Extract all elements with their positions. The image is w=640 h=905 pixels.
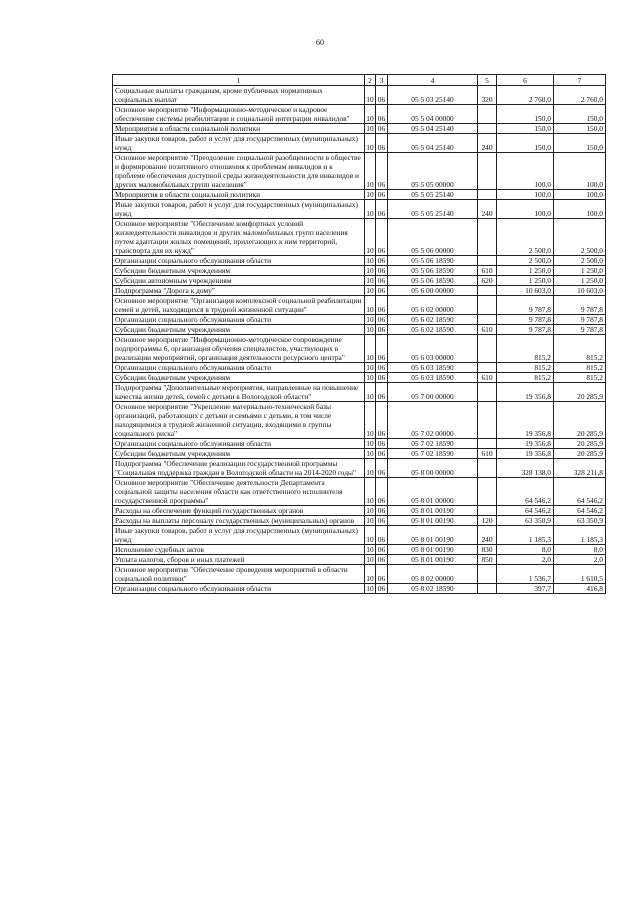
- expense-type-cell: 850: [478, 555, 497, 565]
- subsection-code-cell: 06: [376, 459, 388, 478]
- table-row: [113, 555, 606, 565]
- amount-year2-cell: 150,0: [554, 124, 606, 134]
- section-code-cell: 10: [365, 565, 376, 584]
- section-code-cell: 10: [366, 190, 374, 199]
- row-name-cell: Организации социального обслуживания области: [113, 315, 365, 325]
- expense-type-cell: [478, 565, 497, 584]
- target-article-cell: 05 5 04 25140: [388, 124, 478, 134]
- amount-year1-cell: 328 138,0: [497, 459, 554, 478]
- expense-type-cell: [478, 315, 497, 325]
- row-name-cell: Исполнение судебных актов: [113, 545, 365, 555]
- amount-year1-cell: 19 356,8: [497, 383, 554, 402]
- amount-year2-cell: 416,8: [554, 584, 606, 594]
- expense-type-cell: 610: [478, 373, 497, 383]
- table-row: [113, 402, 606, 439]
- subsection-code-cell: 06: [376, 266, 388, 276]
- amount-year1-cell: 9 787,8: [497, 325, 554, 335]
- row-name-cell: Основное мероприятие "Укрепление материально-технической базы организаций, работающих с детьми и семьями с детьми, в том числе находящимися в трудной жизненной ситуации, входящими в группы социального риска": [113, 402, 365, 439]
- amount-year2-cell: 20 285,9: [554, 402, 606, 439]
- header-cell: 7: [554, 75, 606, 86]
- row-name-cell: Основное мероприятие "Обеспечение комфортных условий жизнедеятельности инвалидов и других маломобильных групп населения путем адаптации жилых помещений, прилегающих к ним территорий, транспорта для их нужд": [113, 219, 365, 256]
- amount-year1-cell: 10 603,0: [497, 286, 554, 296]
- row-name-cell: Основное мероприятие "Информационно-методическое сопровождение подпрограммы 6, организация обучения специалистов, участвующих в реализации мероприятий, организация деятельности ресурсного центра": [113, 335, 365, 363]
- amount-year1-cell: 1 250,0: [497, 276, 554, 286]
- expense-type-cell: 620: [478, 276, 497, 286]
- subsection-code-cell: 06: [376, 402, 388, 439]
- target-article-cell: 05 8 01 00190: [388, 555, 478, 565]
- expense-type-cell: [478, 124, 497, 134]
- expense-type-cell: [478, 478, 497, 506]
- amount-year2-cell: 328 211,8: [554, 459, 606, 478]
- amount-year1-cell: 1 536,7: [497, 565, 554, 584]
- section-code-cell: 10: [366, 373, 374, 382]
- table-header-row: [113, 75, 606, 86]
- subsection-code-cell: 06: [376, 276, 388, 286]
- section-code-cell: 10: [366, 286, 374, 295]
- header-cell: 2: [365, 75, 376, 86]
- target-article-cell: 05 5 04 25140: [388, 134, 478, 153]
- target-article-cell: 05 8 02 00000: [388, 565, 478, 584]
- section-code-cell: 10: [366, 506, 374, 515]
- amount-year1-cell: 397,7: [497, 584, 554, 594]
- expense-type-cell: 320: [478, 86, 497, 105]
- target-article-cell: 05 6 00 00000: [388, 286, 478, 296]
- expense-type-cell: 610: [478, 325, 497, 335]
- row-name-cell: Иные закупки товаров, работ и услуг для государственных (муниципальных) нужд: [113, 200, 365, 219]
- section-code-cell: 10: [366, 266, 374, 275]
- subsection-code-cell: 06: [376, 565, 388, 584]
- row-name-cell: Субсидии бюджетным учреждениям: [113, 325, 365, 335]
- amount-year2-cell: 1 610,5: [554, 565, 606, 584]
- amount-year1-cell: 100,0: [497, 153, 554, 190]
- amount-year2-cell: 64 546,2: [554, 506, 606, 516]
- section-code-cell: 10: [366, 124, 374, 133]
- expense-type-cell: [478, 335, 497, 363]
- subsection-code-cell: 06: [376, 105, 388, 124]
- subsection-code-cell: 06: [376, 296, 388, 315]
- amount-year2-cell: 9 787,8: [554, 296, 606, 315]
- row-name-cell: Субсидии бюджетным учреждениям: [113, 373, 365, 383]
- amount-year1-cell: 9 787,8: [497, 296, 554, 315]
- target-article-cell: 05 7 02 18590: [388, 439, 478, 449]
- section-code-cell: 10: [365, 383, 376, 402]
- expense-type-cell: [478, 402, 497, 439]
- target-article-cell: 05 8 01 00190: [388, 526, 478, 545]
- amount-year1-cell: 1 185,3: [497, 526, 554, 545]
- expense-type-cell: [478, 256, 497, 266]
- subsection-code-cell: 06: [376, 584, 388, 594]
- amount-year2-cell: 20 285,9: [554, 449, 606, 459]
- subsection-code-cell: 06: [376, 190, 388, 200]
- table-row: [113, 363, 606, 373]
- header-cell: 6: [497, 75, 554, 86]
- table-row: [113, 383, 606, 402]
- amount-year1-cell: 815,2: [497, 363, 554, 373]
- amount-year1-cell: 815,2: [497, 373, 554, 383]
- budget-table: [112, 74, 606, 594]
- table-row: [113, 134, 606, 153]
- subsection-code-cell: 06: [376, 526, 388, 545]
- section-code-cell: 10: [366, 325, 374, 334]
- subsection-code-cell: 06: [376, 383, 388, 402]
- subsection-code-cell: 06: [376, 439, 388, 449]
- expense-type-cell: 240: [478, 526, 497, 545]
- section-code-cell: 10: [365, 478, 376, 506]
- header-cell: 1: [113, 75, 365, 86]
- table-row: [113, 478, 606, 506]
- table-row: [113, 325, 606, 335]
- amount-year2-cell: 64 546,2: [554, 478, 606, 506]
- amount-year2-cell: 20 285,9: [554, 439, 606, 449]
- amount-year2-cell: 2 500,0: [554, 256, 606, 266]
- amount-year2-cell: 100,0: [554, 200, 606, 219]
- target-article-cell: 05 5 06 18590: [388, 256, 478, 266]
- expense-type-cell: [478, 296, 497, 315]
- amount-year1-cell: 150,0: [497, 134, 554, 153]
- amount-year2-cell: 10 603,0: [554, 286, 606, 296]
- expense-type-cell: [478, 153, 497, 190]
- target-article-cell: 05 6 03 00000: [388, 335, 478, 363]
- expense-type-cell: [478, 584, 497, 594]
- row-name-cell: Организации социального обслуживания области: [113, 363, 365, 373]
- subsection-code-cell: 06: [376, 363, 388, 373]
- row-name-cell: Подпрограмма "Дорога к дому": [113, 286, 365, 296]
- header-cell: 4: [388, 75, 478, 86]
- row-name-cell: Основное мероприятие "Информационно-методическое и кадровое обеспечение системы реабилитации и социальной интеграции инвалидов": [113, 105, 365, 124]
- section-code-cell: 10: [365, 105, 376, 124]
- expense-type-cell: [478, 286, 497, 296]
- table-row: [113, 439, 606, 449]
- target-article-cell: 05 7 02 18590: [388, 449, 478, 459]
- expense-type-cell: 610: [478, 266, 497, 276]
- subsection-code-cell: 06: [376, 335, 388, 363]
- target-article-cell: 05 5 06 18590: [388, 266, 478, 276]
- amount-year1-cell: 150,0: [497, 105, 554, 124]
- row-name-cell: Уплата налогов, сборов и иных платежей: [113, 555, 365, 565]
- table-row: [113, 516, 606, 526]
- expense-type-cell: [478, 506, 497, 516]
- amount-year1-cell: 2,0: [497, 555, 554, 565]
- row-name-cell: Субсидии автономным учреждениям: [113, 276, 365, 286]
- amount-year2-cell: 1 250,0: [554, 266, 606, 276]
- amount-year1-cell: 2 500,0: [497, 219, 554, 256]
- expense-type-cell: 830: [478, 545, 497, 555]
- target-article-cell: 05 5 05 00000: [388, 153, 478, 190]
- header-cell: 5: [478, 75, 497, 86]
- section-code-cell: 10: [366, 276, 374, 285]
- target-article-cell: 05 6 03 18590: [388, 363, 478, 373]
- section-code-cell: 10: [366, 439, 374, 448]
- row-name-cell: Организации социального обслуживания области: [113, 584, 365, 594]
- row-name-cell: Подпрограмма "Обеспечение реализации государственной программы "Социальная поддержка граждан в Вологодской области на 2014-2020 годы": [113, 459, 365, 478]
- amount-year1-cell: 100,0: [497, 200, 554, 219]
- target-article-cell: 05 6 02 00000: [388, 296, 478, 315]
- amount-year1-cell: 8,0: [497, 545, 554, 555]
- amount-year2-cell: 150,0: [554, 134, 606, 153]
- target-article-cell: 05 5 04 00000: [388, 105, 478, 124]
- amount-year1-cell: 1 250,0: [497, 266, 554, 276]
- subsection-code-cell: 06: [376, 315, 388, 325]
- row-name-cell: Расходы на выплаты персоналу государственных (муниципальных) органов: [113, 516, 365, 526]
- section-code-cell: 10: [366, 363, 374, 372]
- section-code-cell: 10: [365, 134, 376, 153]
- table-row: [113, 584, 606, 594]
- table-row: [113, 200, 606, 219]
- row-name-cell: Субсидии бюджетным учреждениям: [113, 266, 365, 276]
- table-row: [113, 335, 606, 363]
- target-article-cell: 05 5 05 25140: [388, 190, 478, 200]
- table-row: [113, 256, 606, 266]
- table-row: [113, 506, 606, 516]
- table-row: [113, 153, 606, 190]
- subsection-code-cell: 06: [376, 373, 388, 383]
- amount-year1-cell: 150,0: [497, 124, 554, 134]
- section-code-cell: 10: [365, 153, 376, 190]
- table-row: [113, 373, 606, 383]
- amount-year2-cell: 815,2: [554, 335, 606, 363]
- amount-year2-cell: 100,0: [554, 190, 606, 200]
- row-name-cell: Основное мероприятие "Обеспечение проведения мероприятий в области социальной политики": [113, 565, 365, 584]
- amount-year2-cell: 20 285,9: [554, 383, 606, 402]
- page-number: 60: [316, 38, 324, 47]
- table-row: [113, 219, 606, 256]
- table-row: [113, 526, 606, 545]
- table-row: [113, 190, 606, 200]
- amount-year2-cell: 100,0: [554, 153, 606, 190]
- target-article-cell: 05 8 01 00190: [388, 506, 478, 516]
- section-code-cell: 10: [366, 256, 374, 265]
- amount-year2-cell: 9 787,8: [554, 315, 606, 325]
- subsection-code-cell: 06: [376, 545, 388, 555]
- section-code-cell: 10: [366, 315, 374, 324]
- target-article-cell: 05 5 06 00000: [388, 219, 478, 256]
- table-row: [113, 266, 606, 276]
- subsection-code-cell: 06: [376, 516, 388, 526]
- row-name-cell: Подпрограмма "Дополнительные мероприятия, направленные на повышение качества жизни детей, семей с детьми в Вологодской области": [113, 383, 365, 402]
- target-article-cell: 05 5 06 18590: [388, 276, 478, 286]
- subsection-code-cell: 06: [376, 506, 388, 516]
- amount-year2-cell: 2 500,0: [554, 219, 606, 256]
- row-name-cell: Мероприятия в области социальной политики: [113, 124, 365, 134]
- section-code-cell: 10: [365, 526, 376, 545]
- expense-type-cell: [478, 190, 497, 200]
- amount-year1-cell: 9 787,8: [497, 315, 554, 325]
- table-row: [113, 315, 606, 325]
- table-row: [113, 449, 606, 459]
- row-name-cell: Расходы на обеспечение функций государственных органов: [113, 506, 365, 516]
- amount-year1-cell: 19 356,8: [497, 449, 554, 459]
- row-name-cell: Основное мероприятие "Обеспечение деятельности Департамента социальной защиты населения области как ответственного исполнителя государственной программы": [113, 478, 365, 506]
- subsection-code-cell: 06: [376, 134, 388, 153]
- section-code-cell: 10: [365, 200, 376, 219]
- subsection-code-cell: 06: [376, 124, 388, 134]
- subsection-code-cell: 06: [376, 555, 388, 565]
- table-row: [113, 286, 606, 296]
- expense-type-cell: [478, 105, 497, 124]
- section-code-cell: 10: [366, 584, 374, 593]
- subsection-code-cell: 06: [376, 449, 388, 459]
- amount-year2-cell: 1 250,0: [554, 276, 606, 286]
- table-row: [113, 276, 606, 286]
- amount-year1-cell: 2 500,0: [497, 256, 554, 266]
- target-article-cell: 05 7 02 00000: [388, 402, 478, 439]
- table-row: [113, 296, 606, 315]
- expense-type-cell: [478, 219, 497, 256]
- amount-year2-cell: 1 185,3: [554, 526, 606, 545]
- subsection-code-cell: 06: [376, 219, 388, 256]
- subsection-code-cell: 06: [376, 200, 388, 219]
- section-code-cell: 10: [366, 545, 374, 554]
- row-name-cell: Основное мероприятие "Преодоление социальной разобщенности в обществе и формирование позитивного отношения к проблемам инвалидов и к проблеме обеспечения доступной среды жизнедеятельности для инвалидов и других маломобильных групп населения": [113, 153, 365, 190]
- target-article-cell: 05 8 01 00190: [388, 516, 478, 526]
- amount-year1-cell: 64 546,2: [497, 478, 554, 506]
- amount-year2-cell: 2,0: [554, 555, 606, 565]
- table-row: [113, 565, 606, 584]
- target-article-cell: 05 6 03 18590: [388, 373, 478, 383]
- amount-year2-cell: 8,0: [554, 545, 606, 555]
- section-code-cell: 10: [365, 402, 376, 439]
- expense-type-cell: [478, 459, 497, 478]
- target-article-cell: 05 7 00 00000: [388, 383, 478, 402]
- amount-year2-cell: 815,2: [554, 373, 606, 383]
- expense-type-cell: [478, 439, 497, 449]
- target-article-cell: 05 8 01 00000: [388, 478, 478, 506]
- subsection-code-cell: 06: [376, 286, 388, 296]
- target-article-cell: 05 5 03 25140: [388, 86, 478, 105]
- amount-year1-cell: 64 546,2: [497, 506, 554, 516]
- amount-year1-cell: 19 356,8: [497, 439, 554, 449]
- subsection-code-cell: 06: [376, 325, 388, 335]
- section-code-cell: 10: [366, 516, 374, 525]
- subsection-code-cell: 06: [376, 86, 388, 105]
- target-article-cell: 05 6 02 18590: [388, 325, 478, 335]
- amount-year2-cell: 150,0: [554, 105, 606, 124]
- row-name-cell: Иные закупки товаров, работ и услуг для государственных (муниципальных) нужд: [113, 134, 365, 153]
- target-article-cell: 05 6 02 18590: [388, 315, 478, 325]
- amount-year2-cell: 9 787,8: [554, 325, 606, 335]
- section-code-cell: 10: [366, 449, 374, 458]
- amount-year1-cell: 100,0: [497, 190, 554, 200]
- amount-year2-cell: 2 760,0: [554, 86, 606, 105]
- table-row: [113, 105, 606, 124]
- expense-type-cell: 610: [478, 449, 497, 459]
- expense-type-cell: [478, 363, 497, 373]
- target-article-cell: 05 8 01 00190: [388, 545, 478, 555]
- table-row: [113, 545, 606, 555]
- section-code-cell: 10: [365, 219, 376, 256]
- section-code-cell: 10: [365, 86, 376, 105]
- section-code-cell: 10: [366, 555, 374, 564]
- target-article-cell: 05 8 02 18590: [388, 584, 478, 594]
- row-name-cell: Иные закупки товаров, работ и услуг для государственных (муниципальных) нужд: [113, 526, 365, 545]
- target-article-cell: 05 5 05 25140: [388, 200, 478, 219]
- expense-type-cell: 240: [478, 134, 497, 153]
- section-code-cell: 10: [365, 335, 376, 363]
- amount-year2-cell: 63 350,9: [554, 516, 606, 526]
- subsection-code-cell: 06: [376, 153, 388, 190]
- expense-type-cell: 240: [478, 200, 497, 219]
- amount-year1-cell: 2 760,0: [497, 86, 554, 105]
- row-name-cell: Субсидии бюджетным учреждениям: [113, 449, 365, 459]
- header-cell: 3: [376, 75, 388, 86]
- row-name-cell: Организации социального обслуживания области: [113, 439, 365, 449]
- amount-year1-cell: 19 356,8: [497, 402, 554, 439]
- row-name-cell: Социальные выплаты гражданам, кроме публичных нормативных социальных выплат: [113, 86, 365, 105]
- row-name-cell: Мероприятия в области социальной политики: [113, 190, 365, 200]
- table-row: [113, 459, 606, 478]
- subsection-code-cell: 06: [376, 256, 388, 266]
- target-article-cell: 05 8 00 00000: [388, 459, 478, 478]
- subsection-code-cell: 06: [376, 478, 388, 506]
- amount-year2-cell: 815,2: [554, 363, 606, 373]
- section-code-cell: 10: [365, 296, 376, 315]
- amount-year1-cell: 63 350,9: [497, 516, 554, 526]
- table-row: [113, 124, 606, 134]
- row-name-cell: Организации социального обслуживания области: [113, 256, 365, 266]
- row-name-cell: Основное мероприятие "Организация комплексной социальной реабилитации семей и детей, находящихся в трудной жизненной ситуации": [113, 296, 365, 315]
- section-code-cell: 10: [365, 459, 376, 478]
- amount-year1-cell: 815,2: [497, 335, 554, 363]
- expense-type-cell: [478, 383, 497, 402]
- expense-type-cell: 120: [478, 516, 497, 526]
- table-row: [113, 86, 606, 105]
